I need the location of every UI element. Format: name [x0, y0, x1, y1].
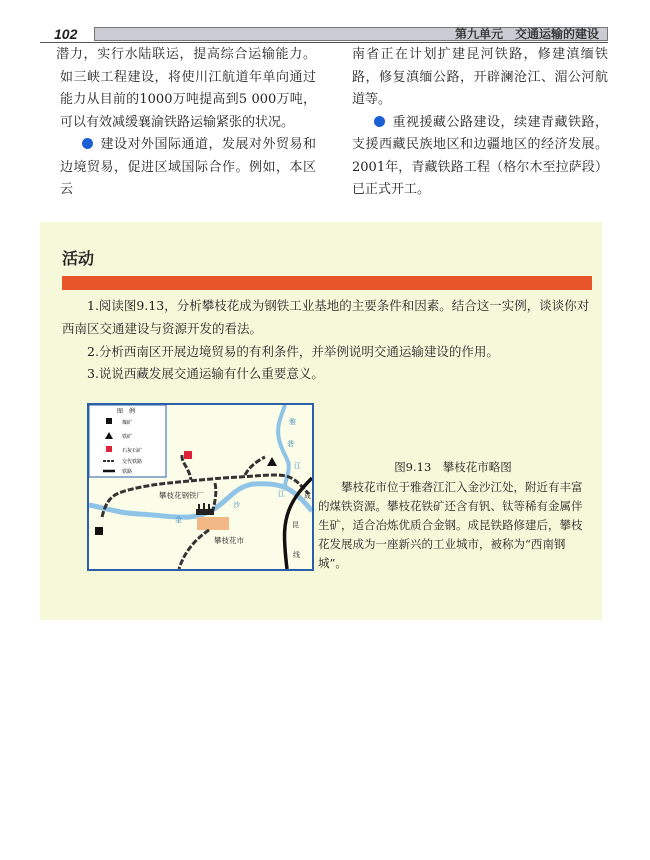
river-label: 砻 — [287, 440, 294, 448]
page-number: 102 — [54, 26, 78, 42]
paragraph: 建设对外国际通道，发展对外贸易和边境贸易，促进区域国际合作。例如，本区云 — [60, 137, 316, 197]
iron-mine-icon — [267, 457, 277, 466]
activity-title: 活动 — [62, 249, 95, 268]
river-label: 金 — [175, 516, 182, 524]
figure-description: 攀枝花市位于雅砻江汇入金沙江处，附近有丰富的煤铁资源。攀枝花铁矿还含有钒、钛等稀有金属伴生矿，适合冶炼优质合金钢。成昆铁路修建后，攀枝花发展成为一座新兴的工业城市，被称为“西南钢城”。 — [318, 480, 583, 570]
river-label: 雅 — [289, 418, 296, 426]
legend-item: 石灰石矿 — [122, 448, 143, 454]
bullet-icon — [374, 116, 385, 127]
question-2: 2.分析西南区开展边境贸易的有利条件，并举例说明交通运输建设的作用。 — [87, 344, 499, 359]
city-label: 攀枝花市 — [214, 536, 244, 545]
legend-item: 铁矿 — [122, 434, 133, 440]
left-column — [56, 44, 316, 202]
map-legend — [89, 405, 166, 477]
paragraph: 重视援藏公路建设，续建青藏铁路，支援西藏民族地区和边疆地区的经济发展。2001年，青藏铁路工程（格尔木至拉萨段）已正式开工。 — [352, 114, 608, 197]
limestone-mine-icon — [184, 451, 192, 459]
railway-label: 线 — [293, 551, 300, 559]
page-header — [40, 27, 608, 43]
paragraph: 南省正在计划扩建昆河铁路，修建滇缅铁路，修复滇缅公路，开辟澜沧江、湄公河航道等。 — [352, 47, 608, 107]
figure-title: 图9.13 攀枝花市略图 — [394, 460, 512, 474]
railway-label: 成 — [304, 492, 311, 500]
legend-item: 煤矿 — [122, 420, 133, 426]
railway-branch — [245, 457, 265, 475]
right-column — [352, 44, 608, 202]
unit-title: 第九单元 交通运输的建设 — [94, 27, 608, 41]
figure-caption — [318, 458, 588, 573]
legend-item: 铁路 — [122, 469, 133, 475]
railway-label: 昆 — [292, 521, 299, 529]
factory-icon — [196, 503, 214, 515]
river-label: 江 — [278, 490, 285, 498]
railway-branch — [179, 530, 209, 569]
activity-divider — [62, 276, 592, 290]
legend-item: 交代铁路 — [122, 459, 143, 465]
paragraph: 潜力，实行水陆联运，提高综合运输能力。如三峡工程建设，将使川江航道年单向通过能力从目前的1000万吨提高到5 000万吨，可以有效减缓襄渝铁路运输紧张的状况。 — [56, 47, 316, 130]
bullet-icon — [82, 138, 93, 149]
activity-panel — [40, 222, 602, 620]
river-label: 江 — [294, 462, 301, 470]
coal-mine-icon — [95, 527, 103, 535]
question-3: 3.说说西藏发展交通运输有什么重要意义。 — [87, 366, 324, 381]
panzhihua-map — [87, 403, 314, 571]
factory-label: 攀枝花钢铁厂 — [159, 491, 204, 500]
river-label: 沙 — [233, 501, 240, 509]
city-area — [197, 517, 229, 530]
question-1: 1.阅读图9.13，分析攀枝花成为钢铁工业基地的主要条件和因素。结合这一实例，谈谈你对西南区交通建设与资源开发的看法。 — [62, 298, 590, 336]
legend-title: 图 例 — [117, 408, 136, 415]
